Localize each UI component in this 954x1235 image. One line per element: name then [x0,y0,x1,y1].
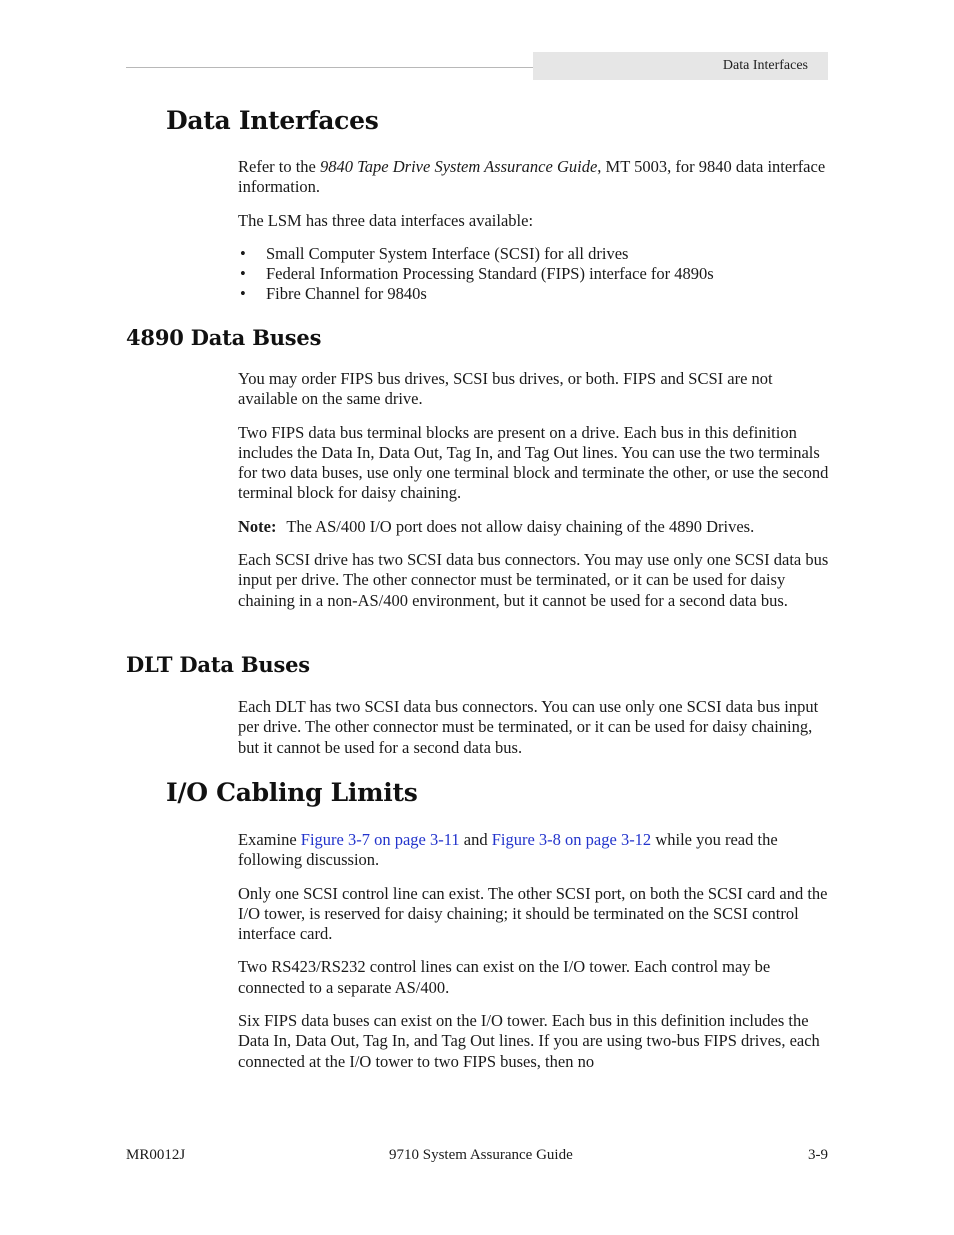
note-label: Note: [238,516,277,536]
paragraph: Refer to the 9840 Tape Drive System Assurance Guide, MT 5003, for 9840 data interface information. [238,157,826,197]
section-dlt-body [238,697,830,758]
note [238,517,830,537]
list-item: • Fibre Channel for 9840s [238,284,830,304]
list-item: • Small Computer System Interface (SCSI) for all drives [238,244,830,264]
paragraph: You may order FIPS bus drives, SCSI bus drives, or both. FIPS and SCSI are not available on the same drive. [238,369,773,409]
section-4890-body [238,369,830,611]
running-header: Data Interfaces [533,52,828,80]
paragraph: Each DLT has two SCSI data bus connectors. You can use only one SCSI data bus input per drive. The other connector must be terminated, or it can be used for daisy chaining, but it cannot be used for a second data bus. [238,697,819,757]
paragraph: Two RS423/RS232 control lines can exist on the I/O tower. Each control may be connected to a separate AS/400. [238,957,771,997]
note-text: The AS/400 I/O port does not allow daisy chaining of the 4890 Drives. [286,516,755,536]
section-io-cabling-body [238,830,830,1072]
heading-io-cabling-limits: I/O Cabling Limits [166,778,418,807]
footer-page-number: 3-9 [808,1147,828,1163]
paragraph: Six FIPS data buses can exist on the I/O tower. Each bus in this definition includes the Data In, Data Out, Tag In, and Tag Out lines. If you are using two-bus FIPS drives, each connected at the I/O tower to two FIPS buses, then no [238,1011,820,1071]
link-figure-3-7[interactable]: Figure 3-7 on page 3-11 [300,830,460,849]
section-data-interfaces-body [238,157,830,305]
paragraph: Examine Figure 3-7 on page 3-11 and Figure 3-8 on page 3-12 while you read the following discussion. [238,830,778,870]
link-figure-3-8[interactable]: Figure 3-8 on page 3-12 [491,830,652,849]
paragraph: Two FIPS data bus terminal blocks are present on a drive. Each bus in this definition includes the Data In, Data Out, Tag In, and Tag Out lines. You can use the two terminals for two data buses, use only one terminal block and terminate the other, or use the second terminal block for daisy chaining. [238,422,829,503]
bullet-list [238,244,830,305]
paragraph: The LSM has three data interfaces available: [238,210,534,230]
paragraph: Only one SCSI control line can exist. The other SCSI port, on both the SCSI card and the I/O tower, is reserved for daisy chaining; it should be terminated on the SCSI control interface card. [238,883,828,944]
header-rule [126,67,534,68]
heading-dlt-data-buses: DLT Data Buses [126,652,310,677]
footer-doc-number: MR0012J [126,1147,186,1163]
paragraph: Each SCSI drive has two SCSI data bus connectors. You may use only one SCSI data bus input per drive. The other connector must be terminated, or it can be used for daisy chaining in a non-AS/400 environment, but it cannot be used for a second data bus. [238,550,829,610]
heading-data-interfaces: Data Interfaces [166,106,379,135]
footer-doc-title: 9710 System Assurance Guide [389,1147,573,1163]
book-title: 9840 Tape Drive System Assurance Guide [320,157,598,176]
list-item: • Federal Information Processing Standard (FIPS) interface for 4890s [238,264,830,284]
heading-4890-data-buses: 4890 Data Buses [126,325,322,350]
